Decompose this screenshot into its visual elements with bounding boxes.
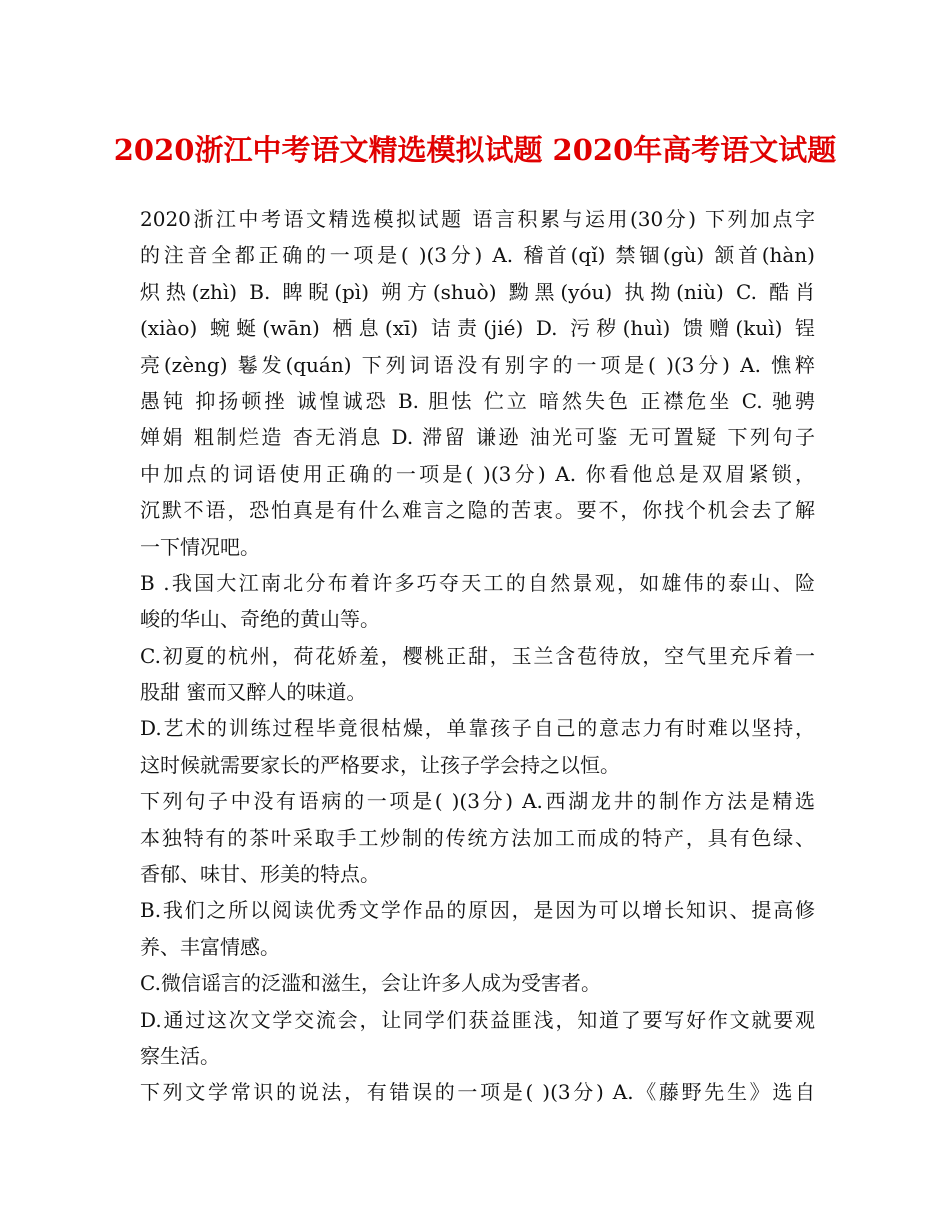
document-body <box>140 201 815 1111</box>
body-text-line: B.我们之所以阅读优秀文学作品的原因，是因为可以增长知识、提高修 <box>140 898 815 923</box>
body-text-line: 中加点的词语使用正确的一项是( )(3分) A. 你看他总是双眉紧锁， <box>140 461 815 486</box>
body-text-line: 下列文学常识的说法，有错误的一项是( )(3分) A.《藤野先生》选自 <box>140 1080 815 1105</box>
body-text-line: 峻的华山、奇绝的黄山等。 <box>140 607 380 632</box>
body-text-line: C.微信谣言的泛滥和滋生，会让许多人成为受害者。 <box>140 971 601 996</box>
body-text-line: 亮(zèng) 鬈发(quán) 下列词语没有别字的一项是( )(3分) A. 憔粹 <box>140 352 815 377</box>
body-text-line: 的注音全都正确的一项是( )(3分) A. 稽首(qǐ) 禁锢(gù) 颔首(hàn) <box>140 243 815 268</box>
body-text-line: 本独特有的茶叶采取手工炒制的传统方法加工而成的特产，具有色绿、 <box>140 825 815 850</box>
body-text-line: D.通过这次文学交流会，让同学们获益匪浅，知道了要写好作文就要观 <box>140 1007 815 1032</box>
body-text-line: D.艺术的训练过程毕竟很枯燥，单靠孩子自己的意志力有时难以坚持， <box>140 716 815 741</box>
body-text-line: 这时候就需要家长的严格要求，让孩子学会持之以恒。 <box>140 752 620 777</box>
body-text-line: C.初夏的杭州，荷花娇羞，樱桃正甜，玉兰含苞待放，空气里充斥着一 <box>140 643 815 668</box>
body-text-line: 下列句子中没有语病的一项是( )(3分) A.西湖龙井的制作方法是精选 <box>140 789 815 814</box>
body-text-line: 养、丰富情感。 <box>140 934 280 959</box>
body-text-line: 2020浙江中考语文精选模拟试题 语言积累与运用(30分) 下列加点字 <box>140 207 815 231</box>
document-title: 2020浙江中考语文精选模拟试题 2020年高考语文试题 <box>113 133 837 167</box>
body-text-line: 香郁、味甘、形美的特点。 <box>140 862 380 887</box>
body-text-line: 察生活。 <box>140 1043 220 1068</box>
body-text-line: 愚钝 抑扬顿挫 诚惶诚恐 B. 胆怯 伫立 暗然失色 正襟危坐 C. 驰骋 <box>140 388 815 413</box>
body-text-line: 婵娟 粗制烂造 杳无消息 D. 滞留 谦逊 油光可鉴 无可置疑 下列句子 <box>140 425 815 450</box>
body-text-line: (xiào) 蜿蜒(wān) 栖息(xī) 诘责(jié) D. 污秽(huì) 馈赠(kuì) 锃 <box>140 316 815 341</box>
body-text-line: 一下情况吧。 <box>140 534 260 559</box>
body-text-line: B .我国大江南北分布着许多巧夺天工的自然景观，如雄伟的泰山、险 <box>140 570 815 595</box>
body-text-line: 炽热(zhì) B. 睥睨(pì) 朔方(shuò) 黝黑(yóu) 执拗(niù) C. 酷肖 <box>140 279 815 304</box>
body-text-line: 沉默不语，恐怕真是有什么难言之隐的苦衷。要不，你找个机会去了解 <box>140 498 815 523</box>
body-text-line: 股甜 蜜而又醉人的味道。 <box>140 680 367 705</box>
